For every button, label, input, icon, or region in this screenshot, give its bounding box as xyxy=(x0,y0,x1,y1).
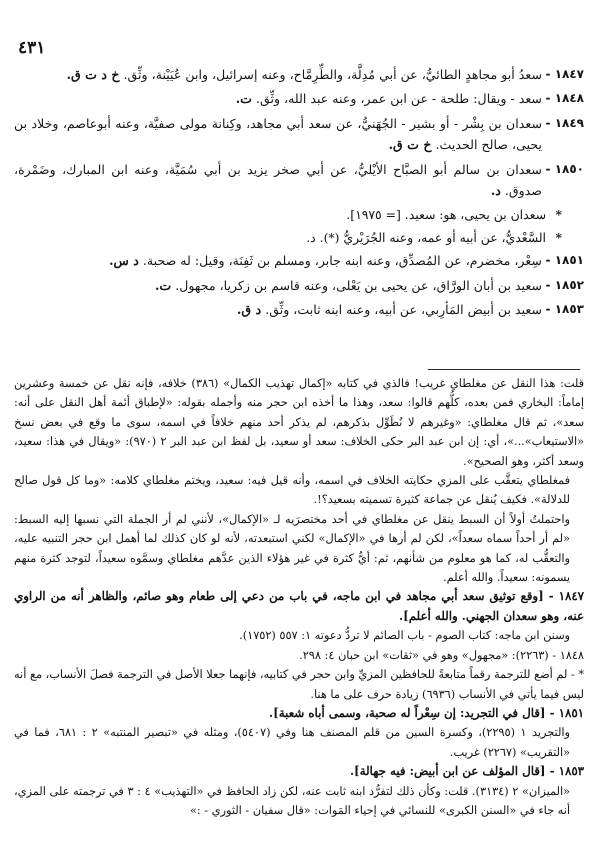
star-marker: * xyxy=(555,207,562,223)
note-1853: ١٨٥٣ - [قال المؤلف عن ابن أبيض: فيه جهالة]. xyxy=(349,764,584,779)
note-paragraph: قلت: هذا النقل عن مغلطاي غريب! فالذي في كتابه «إكمال تهذيب الكمال» (٣٨٦) خلافه، فإنه نقل عن خمسة وعشرين إماماً: البخاري فمن بعده، كلُّهم قالوا: سعد، وهذا ما أخذه ابن حجر منه وأجمله بقوله: «لإطباق أئمة أهل النقل على أنه: سعد»، ثم قال مغلطاي: «وغيرهم لا نُطَوِّل بذكرهم، لم يذكر أحد منهم خلافاً في اسمه، سوى ما وقع في بعض نسخ «الاستيعاب»...»، أي: إن ابن عبد البر حكى الخلاف: سعد أو سعيد، بل لفظ ابن عبد البر ٢ (٩٧٠): «ويقال في هذا: سعيد، وسعد أكثر، وهو الصحيح». xyxy=(14,377,584,468)
entry-sigla: خ د ت ق. xyxy=(66,67,120,82)
note-star: * - لم أضع للترجمة رقماً متابعةً للحافظين المزيِّ وابن حجر في كتابيه، فإنهما جعلا الأصل في الترجمة فصلَ الأنساب، مع أنه ليس فيما يأتي في الأنساب (٦٩٣٦) زيادة حرف على ما هنا. xyxy=(14,668,584,701)
sub-entry-sadan-yahya xyxy=(14,204,584,225)
sub-entry-text: السَّعْديُّ، عن أبيه أو عمه، وعنه الجُرَيْريُّ (*). xyxy=(319,230,546,246)
entry-text: سعيد بن أبيض المَأرِبي، عن أبيه، وعنه ابنه ثابت، وثِّق. xyxy=(265,302,542,318)
star-marker: * xyxy=(555,230,562,246)
entry-number: ١٨٥٢ - xyxy=(545,277,584,292)
entry-text: سعدان بن بِشْر - أو بشير - الجُهَنيُّ، عن سعد أبي مجاهد، وكِنانة مولى صفيَّة، وعنه أبوعاصم، وخلاد بن يحيى، صالح الحديث. xyxy=(14,115,542,153)
sub-entry-text: سعدان بن يحيى، هو: سعيد. [= ١٩٧٥]. xyxy=(346,207,546,223)
note-1853-reference: «الميزان» ٢ (٣١٣٤). قلت: وكأن ذلك لتفرُّد ابنه ثابت عنه، لكن زاد الحافظ في «التهذيب» ٤ : ٣ في ترجمته على المزي، أنه جاء في «السنن الكبرى» للنسائي في إحياء المَوات: «قال سفيان - الثوري - :» xyxy=(14,784,570,817)
note-1847-reference: وسنن ابن ماجه: كتاب الصوم - باب الصائم لا تردُّ دعوته ١: ٥٥٧ (١٧٥٢). xyxy=(239,629,570,643)
entry-1848 xyxy=(14,88,584,109)
entry-text: سعدان بن سالم أبو الصبَّاح الأيْليُّ، عن أبي صخر يزيد بن أبي سُمَيَّة، وعنه ابن المبارك، وضَمْرة، صدوق. xyxy=(14,161,542,199)
note-1851-reference: والتجريد ١ (٢٢٩٥)، وكسرة السين من قلم المصنف هنا وفي (٥٤٠٧)، ومثله في «تبصير المنتبه» ٢ : ٦٨١، فما في «التقريب» (٢٢٦٧) غريب. xyxy=(14,726,570,759)
entry-1852 xyxy=(14,275,584,296)
sub-entry-saadi xyxy=(14,227,584,248)
entry-sigla: ت. xyxy=(235,91,252,107)
note-1847: ١٨٤٧ - [وقع توثيق سعد أبي مجاهد في ابن ماجه، في باب من دعي إلى طعام وهو صائم، والظاهر أنه من الراوي عنه، وهو سعدان الجهني. والله أعلم]. xyxy=(14,589,584,623)
entry-number: ١٨٤٧ - xyxy=(545,67,584,81)
entry-sigla: د س. xyxy=(109,253,139,269)
entry-number: ١٨٤٩ - xyxy=(545,115,584,130)
entry-text: سعد - ويقال: طلحة - عن ابن عمر، وعنه عبد الله، وثِّق. xyxy=(255,91,542,107)
entry-text: سِعْر، مخضرم، عن المُصدِّق، وعنه ابنه جابر، ومسلم بن ثَفِنَة، وقيل: له صحبة. xyxy=(142,253,542,269)
entry-sigla: د. xyxy=(490,183,501,199)
main-text xyxy=(14,64,584,324)
entry-sigla: د. xyxy=(306,230,316,246)
entry-sigla: ت. xyxy=(154,277,172,293)
entry-text: سعدُ أبو مجاهدٍ الطائيُّ، عن أبي مُدِلَّة، والطِّرِمَّاح، وعنه إسرائيل، وابن عُيَيْنة، وثِّق. xyxy=(123,67,542,82)
entry-sigla: د ق. xyxy=(237,302,262,318)
note-1848: ١٨٤٨ - (٢٢٦٣): «مجهول» وهو في «ثقات» ابن حبان ٤: ٢٩٨. xyxy=(299,648,584,662)
note-paragraph: فمغلطاي يتعقَّب على المزي حكايته الخلاف في اسمه، وأنه قيل فيه: سعيد، ويختم مغلطاي كلامه: «وما كل قول صالح للدلالة». فكيف يُنقل عن جماعة كثيرة تسميته بسعيد؟!. xyxy=(14,474,570,507)
footnote-divider xyxy=(428,369,580,370)
entry-sigla: خ ت ق. xyxy=(388,137,432,153)
entry-text: سعيد بن أبان الورَّاق، عن يحيى بن يَعْلى، وعنه قاسم بن زكريا، مجهول. xyxy=(175,277,542,293)
entry-1850 xyxy=(14,159,584,202)
entry-number: ١٨٥٣ - xyxy=(545,302,584,317)
note-1851: ١٨٥١ - [قال في التجريد: إن سِعْراً له صحبة، وسمى أباه شعبة]. xyxy=(269,705,584,720)
entry-1851 xyxy=(14,250,584,271)
note-paragraph: واحتملتُ أولاً أن السبط ينقل عن مغلطاي في أحد مختصرَيه لـ «الإكمال»، لأنني لم أر الجملة التي نسبها إليه السبط: «لم أر أحداً سماه سعداً»، لكن لم أرها في «الإكمال» لكني استبعدته، لأنه لو كان كذلك لما أهمل ابن حجر التنبيه عليه، والتعقُّب له، كما هو معلوم من شأنهم، ثم: أيُّ كثرة في غير هؤلاء الذين عدَّهم مغلطاي وسمَّوه سعيداً، لتوجد كثرة منهم يسمونه: سعيداً. والله أعلم. xyxy=(14,512,570,585)
entry-number: ١٨٥١ - xyxy=(545,253,584,268)
footnotes xyxy=(14,374,584,820)
entry-number: ١٨٥٠ - xyxy=(545,161,584,176)
entry-number: ١٨٤٨ - xyxy=(545,91,584,106)
entry-1847 xyxy=(14,64,584,85)
entry-1849 xyxy=(14,113,584,156)
entry-1853 xyxy=(14,299,584,320)
page-number: ٤٣١ xyxy=(18,38,46,58)
